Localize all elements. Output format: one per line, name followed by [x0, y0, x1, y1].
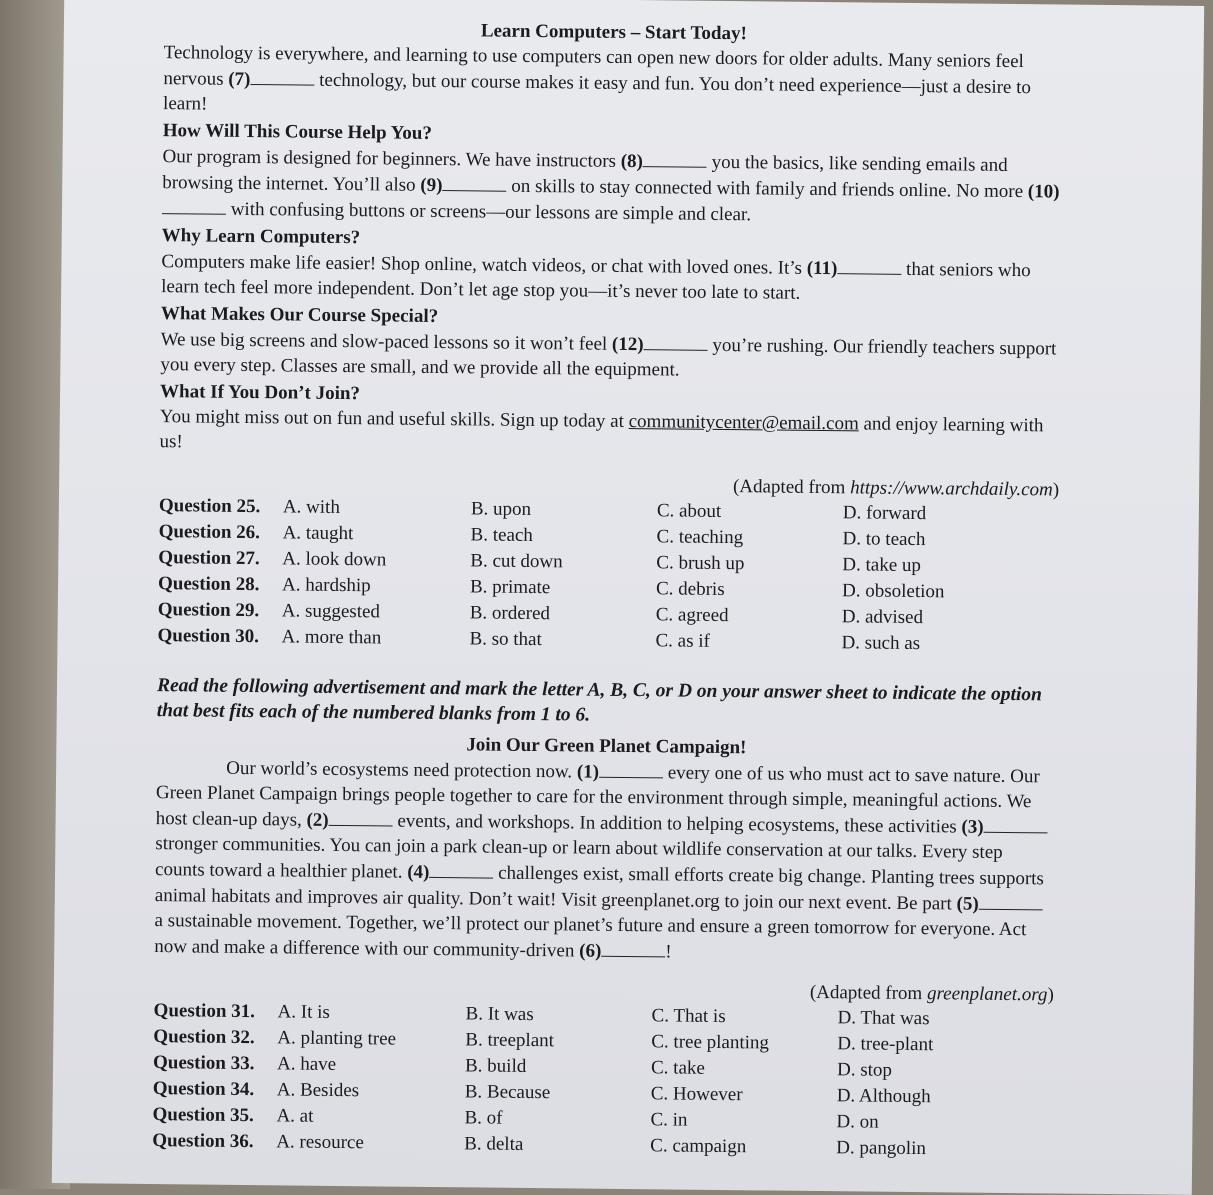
question-row: Question 29. A. suggested B. ordered C. agreed D. advised: [157, 599, 924, 629]
question-row: Question 33. A. have B. build C. take D. stop: [152, 1052, 893, 1081]
question-row: Question 26. A. taught B. teach C. teaching D. to teach: [158, 521, 926, 551]
question-row: Question 34. A. Besides B. Because C. However D. Although: [152, 1078, 931, 1108]
blank-10-number: (10): [1027, 181, 1060, 203]
heading-course-special: What Makes Our Course Special?: [160, 303, 439, 327]
passage1-paragraph-1: Our program is designed for beginners. We have instructors (8) you the basics, like sending emails and browsing the internet. You’ll also (9) on skills to stay connected with family and friends online. No more (10) with confusing buttons or screens—our lessons are simple and clear.: [162, 146, 1060, 226]
heading-why-learn: Why Learn Computers?: [161, 225, 361, 249]
passage1-paragraph-3: We use big screens and slow-paced lessons so it won’t feel (12) you’re rushing. Our friendly teachers support you every step. Classes are small, and we provide all the equipment.: [160, 329, 1057, 381]
blank-12-number: (12): [611, 333, 644, 356]
blank-2: [329, 807, 393, 827]
passage2-paragraph: Our world’s ecosystems need protection now. (1) every one of us who must act to save nature. Our Green Planet Campaign brings people together to care for the environment through simple, meaningful actions. We host clean-up days, (2) events, and workshops. In addition to helping ecosystems, these activities (3) stronger communities. You can join a park clean-up or learn about wildlife conservation at our talks. Every step counts toward a healthier planet. (4) challenges exist, small efforts create big change. Planting trees supports animal habitats and improves air quality. Don’t wait! Visit greenplanet.org to join our next event. Be part (5) a sustainable movement. Together, we’ll protect our planet’s future and ensure a green tomorrow for everyone. Act now and make a difference with our community-driven (6) !: [154, 754, 1056, 968]
blank-3: [984, 814, 1048, 834]
question-row: Question 28. A. hardship B. primate C. debris D. obsoletion: [157, 573, 945, 603]
blank-7: [250, 66, 314, 86]
blank-1: [599, 759, 663, 779]
blank-9: [442, 172, 506, 192]
question-row: Question 35. A. at B. of C. in D. on: [152, 1104, 879, 1133]
blank-10: [162, 195, 226, 215]
passage1-paragraph-2: Computers make life easier! Shop online, watch videos, or chat with loved ones. It’s (11) that seniors who learn tech feel more independent. Don’t let age stop you—it’s never too late to start.: [161, 251, 1031, 304]
heading-course-help: How Will This Course Help You?: [162, 120, 432, 144]
blank-4: [429, 859, 493, 879]
question-list-2: [152, 998, 1054, 1163]
question-row: Question 31. A. It is B. It was C. That is D. That was: [153, 1000, 930, 1030]
blank-2-number: (2): [306, 809, 329, 831]
worksheet-content: [152, 15, 1064, 1163]
blank-11: [837, 255, 901, 275]
source-url: greenplanet.org: [926, 983, 1048, 1006]
blank-11-number: (11): [806, 257, 838, 280]
passage2-source: (Adapted from greenplanet.org): [809, 981, 1054, 1006]
blank-5: [979, 891, 1043, 911]
blank-6-number: (6): [579, 940, 602, 962]
passage1-intro: Technology is everywhere, and learning to use computers can open new doors for older adults. Many seniors feel nervous (7) technology, but our course makes it easy and fun. You don’t need experience—just a desire to learn!: [163, 42, 1032, 115]
passage1-title: Learn Computers – Start Today!: [480, 20, 747, 45]
question-row: Question 25. A. with B. upon C. about D. forward: [158, 495, 927, 525]
blank-8: [643, 148, 707, 168]
source-url: https://www.archdaily.com: [850, 477, 1053, 501]
passage2-title: Join Our Green Planet Campaign!: [466, 734, 747, 759]
blank-3-number: (3): [961, 816, 984, 838]
question-list-1: [157, 493, 1059, 658]
question-row: Question 32. A. planting tree B. treeplant C. tree planting D. tree-plant: [153, 1026, 934, 1056]
passage1-source: (Adapted from https://www.archdaily.com): [732, 476, 1060, 501]
heading-dont-join: What If You Don’t Join?: [159, 381, 361, 405]
instruction-text: Read the following advertisement and mark the letter A, B, C, or D on your answer sheet to indicate the option that best fits each of the numbered blanks from 1 to 6.: [156, 675, 1043, 726]
blank-8-number: (8): [620, 150, 644, 173]
passage1-paragraph-4: You might miss out on fun and useful skills. Sign up today at communitycenter@email.com and enjoy learning with us!: [159, 406, 1044, 453]
question-row: Question 27. A. look down B. cut down C. brush up D. take up: [158, 547, 922, 577]
worksheet-page: [52, 0, 1204, 1195]
blank-7-number: (7): [228, 68, 251, 91]
question-row: Question 36. A. resource B. delta C. campaign D. pangolin: [152, 1130, 927, 1160]
blank-6: [601, 938, 665, 958]
blank-1-number: (1): [576, 761, 600, 783]
blank-4-number: (4): [407, 861, 430, 883]
question-row: Question 30. A. more than B. so that C. as if D. such as: [157, 625, 921, 655]
blank-12: [644, 331, 708, 351]
blank-9-number: (9): [420, 174, 443, 197]
blank-5-number: (5): [956, 893, 979, 915]
email-link[interactable]: communitycenter@email.com: [628, 410, 859, 435]
